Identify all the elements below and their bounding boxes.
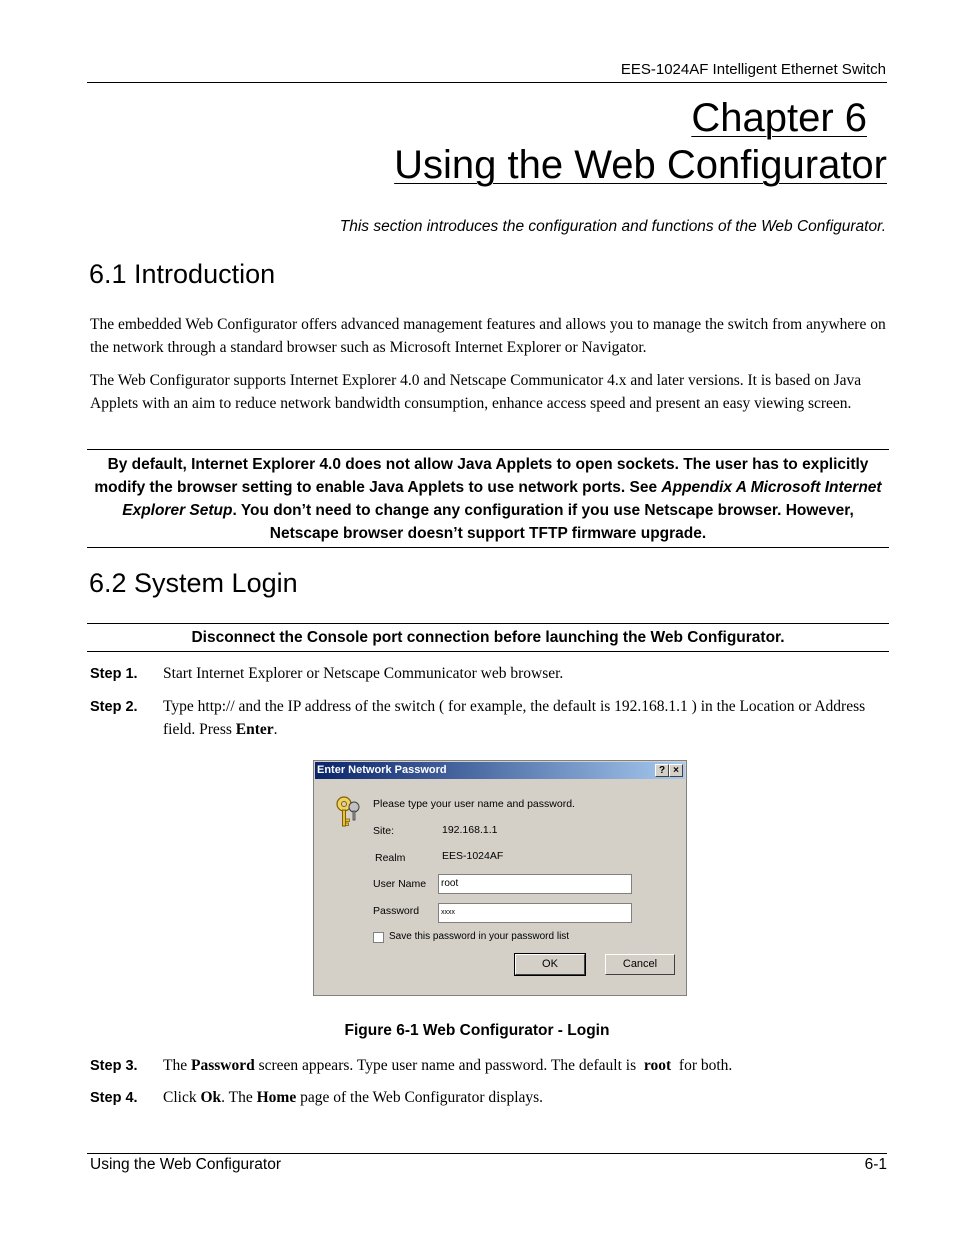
dialog-titlebar: [315, 762, 685, 779]
username-field[interactable]: root: [438, 874, 632, 894]
chapter-line2: Using the Web Configurator: [394, 143, 887, 187]
paragraph: The Web Configurator supports Internet Explorer 4.0 and Netscape Communicator 4.x and later versions. It is based on Java Applets with an aim to reduce network bandwidth consumption, enhance access speed and present an easy viewing screen.: [90, 372, 862, 412]
site-label: Site:: [373, 825, 395, 837]
page-number: 6-1: [864, 1156, 887, 1173]
password-field[interactable]: xxxx: [438, 903, 632, 923]
note-text: By default, Internet Explorer 4.0 does not allow Java Applets to open sockets. The user has to explicitly modify the browser setting to enable Java Applets to use network ports. See: [94, 456, 869, 496]
step-label: Step 2.: [90, 699, 138, 715]
footer-rule: [87, 1153, 887, 1154]
username-label: User Name: [373, 878, 427, 890]
realm-label: Realm: [375, 852, 406, 864]
step-label: Step 1.: [90, 666, 138, 682]
ok-button[interactable]: OK: [515, 954, 585, 975]
step-label: Step 4.: [90, 1090, 138, 1106]
site-value: 192.168.1.1: [442, 824, 498, 836]
dialog-title: Enter Network Password: [317, 764, 447, 776]
save-password-label: Save this password in your password list: [389, 931, 570, 942]
note-box-java: [87, 449, 889, 548]
password-label: Password: [373, 905, 420, 917]
footer-title: Using the Web Configurator: [90, 1156, 281, 1173]
step-label: Step 3.: [90, 1058, 138, 1074]
dialog-prompt: Please type your user name and password.: [373, 798, 575, 810]
chapter-intro: This section introduces the configuration and functions of the Web Configurator.: [339, 218, 886, 235]
introduction-body: [90, 313, 890, 425]
note-box-console: Disconnect the Console port connection before launching the Web Configurator.: [87, 623, 889, 652]
step-text: The Password screen appears. Type user name and password. The default is root for both.: [163, 1057, 733, 1074]
step-text: Type http:// and the IP address of the switch ( for example, the default is 192.168.1.1 ) in the Location or Address field. Press Enter.: [163, 698, 866, 738]
key-icon: [334, 795, 362, 829]
help-button[interactable]: ?: [655, 764, 669, 777]
running-header: EES-1024AF Intelligent Ethernet Switch: [620, 61, 886, 78]
cancel-button[interactable]: Cancel: [605, 954, 675, 975]
note-appendix-reference: Appendix A Microsoft Internet Explorer Setup: [122, 479, 882, 519]
step-text: Start Internet Explorer or Netscape Communicator web browser.: [163, 665, 564, 682]
note-text: . You don’t need to change any configuration if you use Netscape browser. However, Netscape browser doesn’t support TFTP firmware upgrade.: [232, 502, 854, 542]
paragraph: The embedded Web Configurator offers advanced management features and allows you to manage the switch from anywhere on the network through a standard browser such as Microsoft Internet Explorer or Navigator.: [90, 316, 886, 356]
save-password-checkbox[interactable]: [373, 932, 384, 943]
close-button[interactable]: ×: [669, 764, 683, 777]
figure-caption: Figure 6-1 Web Configurator - Login: [344, 1022, 610, 1039]
realm-value: EES-1024AF: [442, 850, 504, 862]
chapter-title: [394, 141, 887, 189]
step-text: Click Ok. The Home page of the Web Configurator displays.: [163, 1089, 544, 1106]
chapter-line1: Chapter 6: [691, 96, 867, 140]
login-dialog-screenshot: [313, 760, 687, 996]
header-rule: [87, 82, 887, 83]
section-heading-system-login: 6.2 System Login: [89, 568, 298, 598]
section-heading-introduction: 6.1 Introduction: [89, 259, 276, 289]
chapter-number: [691, 95, 867, 141]
